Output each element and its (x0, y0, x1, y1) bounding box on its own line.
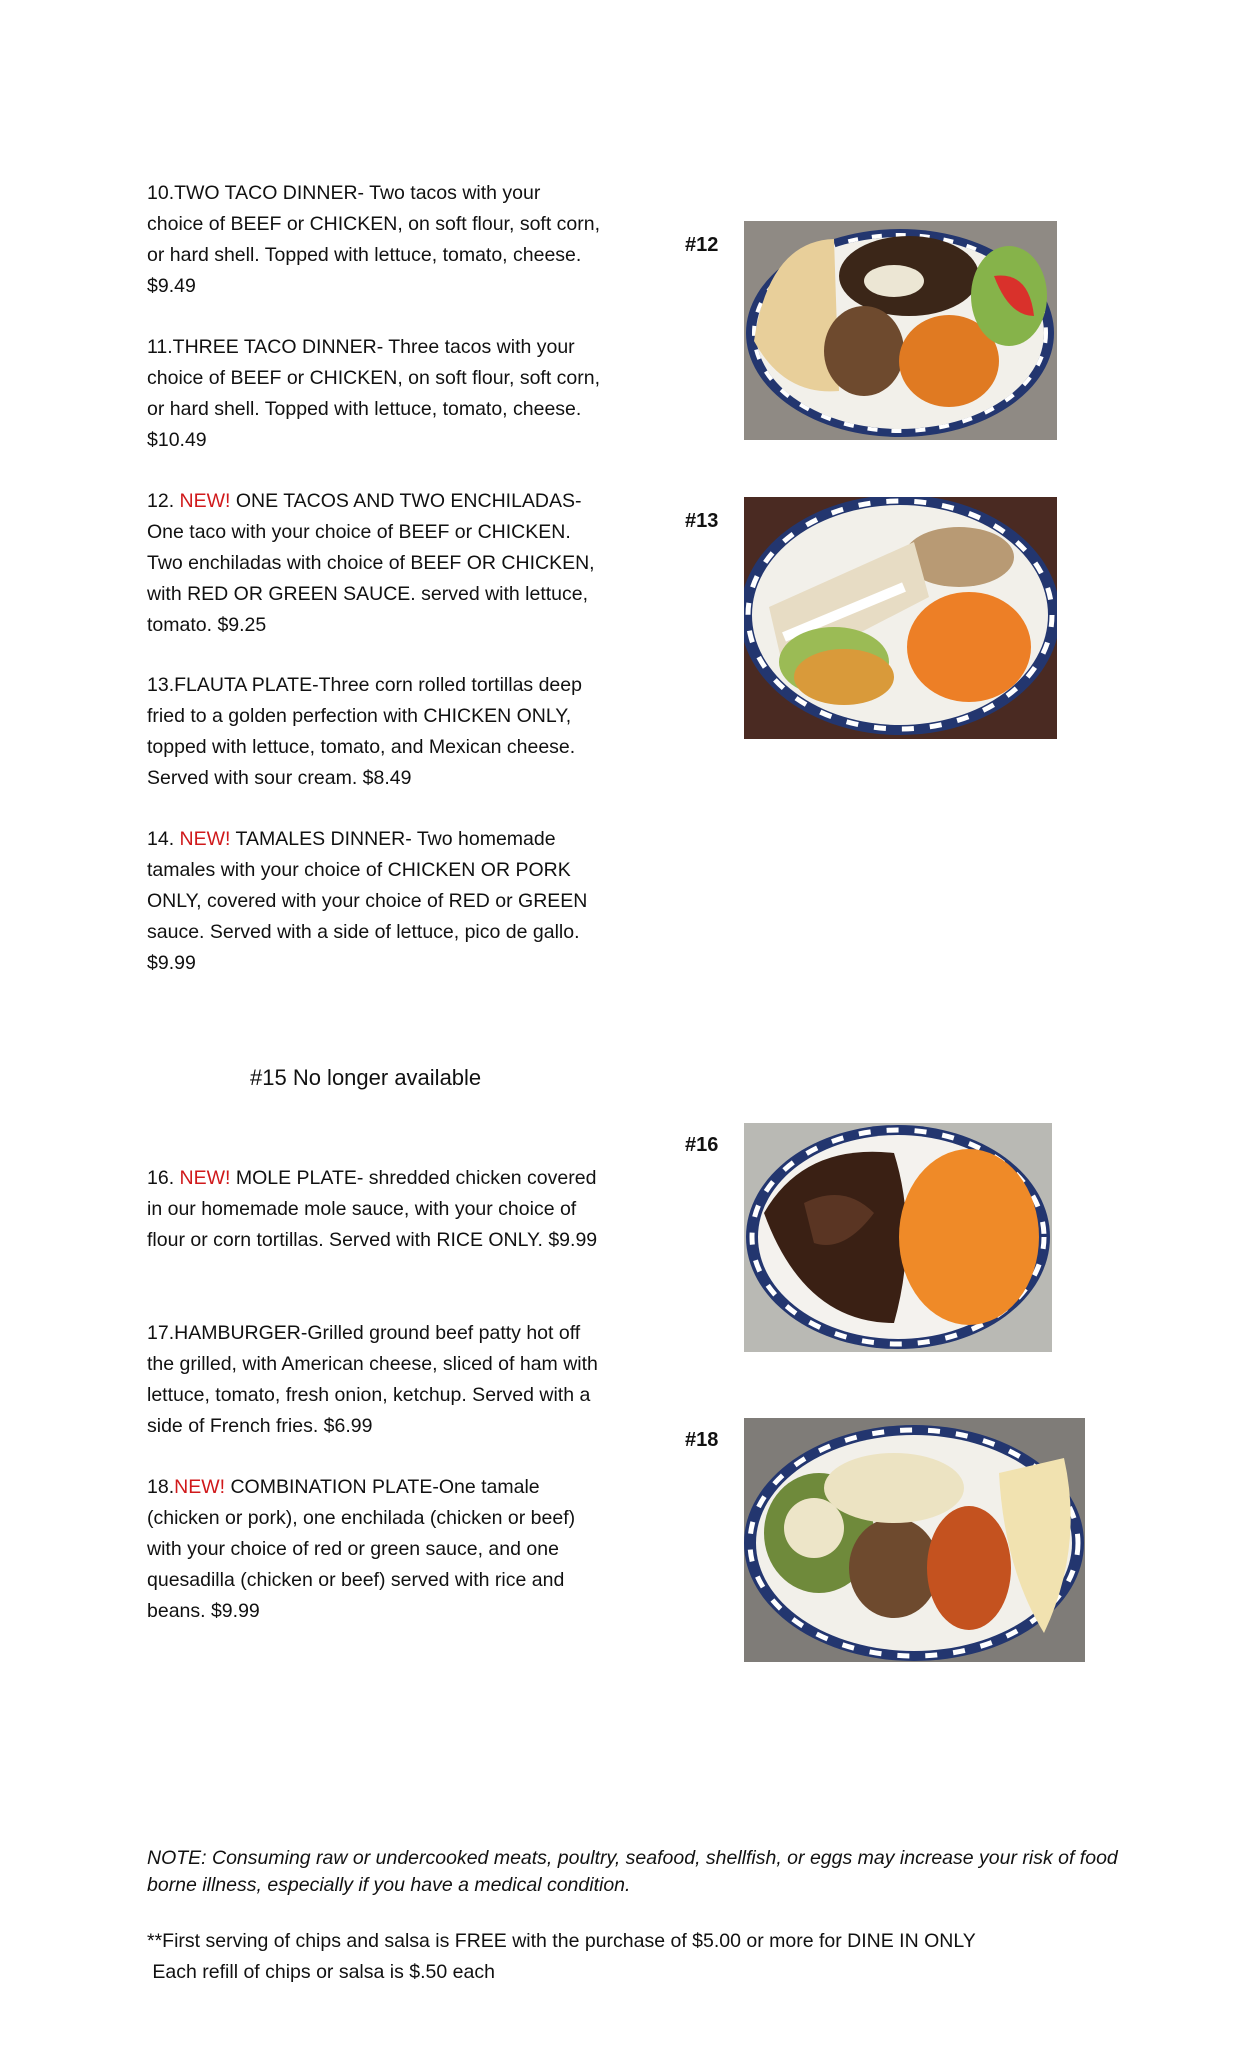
new-badge: NEW! (174, 1476, 226, 1498)
menu-item-16-text: MOLE PLATE- shredded chicken covered in our homemade mole sauce, with your choice of flour or corn tortillas. Served with RICE ONLY. $9.99 (147, 1167, 598, 1251)
photo-label-12: #12 (685, 234, 719, 256)
dish-photo-16 (744, 1123, 1052, 1352)
menu-item-14-number: 14. (147, 828, 180, 850)
photo-label-13: #13 (685, 510, 719, 532)
menu-item-12 (147, 486, 602, 641)
menu-item-12-number: 12. (147, 490, 180, 512)
menu-item-18-number: 18. (147, 1476, 175, 1498)
chips-salsa-note (147, 1926, 1127, 1988)
chips-salsa-line-2: Each refill of chips or salsa is $.50 each (147, 1961, 495, 1983)
menu-item-14-text: TAMALES DINNER- Two homemade tamales with your choice of CHICKEN OR PORK ONLY, covered with your choice of RED or GREEN sauce. Served with a side of lettuce, pico de gallo. $9.99 (147, 828, 588, 974)
dish-photo-12 (744, 221, 1057, 440)
new-badge: NEW! (179, 828, 231, 850)
menu-item-18-text: COMBINATION PLATE-One tamale (chicken or pork), one enchilada (chicken or beef) with your choice of red or green sauce, and one quesadilla (chicken or beef) served with rice and beans. $9.99 (147, 1476, 576, 1622)
photo-label-16: #16 (685, 1134, 719, 1156)
food-safety-note: NOTE: Consuming raw or undercooked meats, poultry, seafood, shellfish, or eggs may increase your risk of food borne illness, especially if you have a medical condition. (147, 1847, 1118, 1896)
menu-item-17 (147, 1318, 602, 1442)
menu-item-16-number: 16. (147, 1167, 180, 1189)
menu-item-16 (147, 1163, 602, 1256)
menu-item-18 (147, 1472, 602, 1627)
menu-item-11 (147, 332, 602, 456)
dish-photo-18 (744, 1418, 1085, 1662)
photo-label-18: #18 (685, 1429, 719, 1451)
chips-salsa-line-1: **First serving of chips and salsa is FREE with the purchase of $5.00 or more for DINE IN ONLY (147, 1930, 976, 1952)
dish-photo-13 (744, 497, 1057, 739)
menu-item-10-text: 10.TWO TACO DINNER- Two tacos with your choice of BEEF or CHICKEN, on soft flour, soft corn, or hard shell. Topped with lettuce, tomato, cheese. $9.49 (147, 182, 601, 297)
menu-item-13 (147, 670, 602, 794)
menu-item-11-text: 11.THREE TACO DINNER- Three tacos with your choice of BEEF or CHICKEN, on soft flour, soft corn, or hard shell. Topped with lettuce, tomato, cheese. $10.49 (147, 336, 601, 451)
item-15-unavailable: #15 No longer available (250, 1065, 482, 1090)
menu-item-13-text: 13.FLAUTA PLATE-Three corn rolled tortillas deep fried to a golden perfection with CHICKEN ONLY, topped with lettuce, tomato, and Mexican cheese. Served with sour cream. $8.49 (147, 674, 582, 789)
menu-item-14 (147, 824, 602, 979)
new-badge: NEW! (179, 1167, 231, 1189)
menu-item-12-text: ONE TACOS AND TWO ENCHILADAS- One taco with your choice of BEEF or CHICKEN. Two enchiladas with choice of BEEF OR CHICKEN, with RED OR GREEN SAUCE. served with lettuce, tomato. $9.25 (147, 490, 595, 636)
menu-item-17-text: 17.HAMBURGER-Grilled ground beef patty hot off the grilled, with American cheese, sliced of ham with lettuce, tomato, fresh onion, ketchup. Served with a side of French fries. $6.99 (147, 1322, 598, 1437)
menu-item-10 (147, 178, 602, 302)
new-badge: NEW! (179, 490, 231, 512)
